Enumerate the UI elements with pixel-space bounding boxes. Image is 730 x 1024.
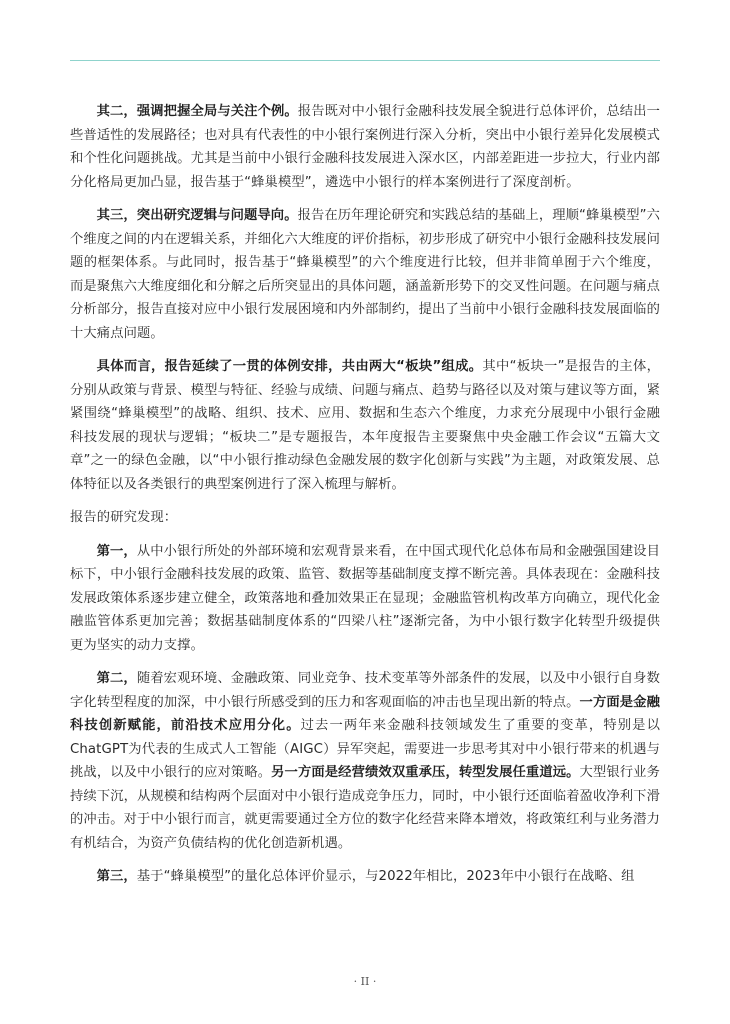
paragraph-lead: 其三，突出研究逻辑与问题导向。 (96, 208, 298, 223)
finding-2 (70, 667, 660, 855)
paragraph-lead: 第二， (96, 671, 137, 686)
paragraph-text: 随着宏观环境、金融政策、同业竞争、技术变革等外部条件的发展，以及中小银行自身数字化转型程度的加深，中小银行所感受到的压力和客观面临的冲击也呈现出新的特点。 (70, 671, 660, 710)
header-divider (70, 60, 660, 61)
paragraph-text: 报告在历年理论研究和实践总结的基础上，理顺“蜂巢模型”六个维度之间的内在逻辑关系，并细化六大维度的评价指标，初步形成了研究中小银行金融科技发展问题的框架体系。与此同时，报告基于“蜂巢模型”的六个维度进行比较，但并非简单囿于六个维度，而是聚焦六大维度细化和分解之后所突显出的具体问题，涵盖新形势下的交叉性问题。在问题与痛点分析部分，报告直接对应中小银行发展困境和内外部制约，提出了当前中小银行金融科技发展面临的十大痛点问题。 (70, 208, 661, 341)
paragraph-text: 报告的研究发现： (70, 510, 178, 525)
paragraph-text-3: 大型银行业务持续下沉，从规模和结构两个层面对中小银行造成竞争压力，同时，中小银行还面临着盈收净利下滑的冲击。对于中小银行而言，就更需要通过全方位的数字化经营来降本增效，将政策红利与业务潜力有机结合，为资产负债结构的优化创造新机遇。 (70, 765, 660, 851)
page-number: · II · (353, 975, 377, 988)
paragraph-text: 从中小银行所处的外部环境和宏观背景来看，在中国式现代化总体布局和金融强国建设目标下，中小银行金融科技发展的政策、监管、数据等基础制度支撑不断完善。具体表现在：金融科技发展政策体系逐步建立健全，政策落地和叠加效果正在显现；金融监管机构改革方向确立，现代化金融监管体系更加完善；数据基础制度体系的“四梁八柱”逐渐完备，为中小银行数字化转型升级提供更为坚实的动力支撑。 (70, 543, 660, 653)
paragraph-2 (70, 100, 660, 194)
paragraph-lead-2: 一方面是金融科技创新赋能，前沿技术应用分化。 (70, 694, 660, 733)
paragraph-text: 其中“板块一”是报告的主体，分别从政策与背景、模型与特征、经验与成绩、问题与痛点、趋势与路径以及对策与建议等方面，紧紧围绕“蜂巢模型”的战略、组织、技术、应用、数据和生态六个维度，力求充分展现中小银行金融科技发展的现状与逻辑；“板块二”是专题报告，本年度报告主要聚焦中央金融工作会议“五篇大文章”之一的绿色金融，以“中小银行推动绿色金融发展的数字化创新与实践”为主题，对政策发展、总体特征以及各类银行的典型案例进行了深入梳理与解析。 (70, 359, 660, 492)
paragraph-structure (70, 355, 660, 496)
paragraph-text-2: 过去一两年来金融科技领域发生了重要的变革，特别是以ChatGPT为代表的生成式人工智能（AIGC）异军突起，需要进一步思考其对中小银行带来的机遇与挑战，以及中小银行的应对策略。 (70, 718, 660, 780)
paragraph-lead: 其二，强调把握全局与关注个例。 (96, 104, 298, 119)
paragraph-3 (70, 204, 660, 345)
paragraph-lead: 第三， (96, 869, 137, 884)
findings-heading (70, 506, 660, 530)
finding-1 (70, 540, 660, 658)
paragraph-lead: 第一， (96, 543, 137, 559)
finding-3 (70, 865, 660, 889)
paragraph-text: 基于“蜂巢模型”的量化总体评价显示，与2022年相比，2023年中小银行在战略、组 (136, 869, 635, 884)
paragraph-lead-3: 另一方面是经营绩效双重承压，转型发展任重道远。 (271, 765, 580, 780)
document-body (70, 100, 660, 889)
paragraph-text: 报告既对中小银行金融科技发展全貌进行总体评价，总结出一些普适性的发展路径；也对具有代表性的中小银行案例进行深入分析，突出中小银行差异化发展模式和个性化问题挑战。尤其是当前中小银行金融科技发展进入深水区，内部差距进一步拉大，行业内部分化格局更加凸显，报告基于“蜂巢模型”，遴选中小银行的样本案例进行了深度剖析。 (70, 104, 661, 190)
paragraph-lead: 具体而言，报告延续了一贯的体例安排，共由两大“板块”组成。 (96, 359, 483, 374)
